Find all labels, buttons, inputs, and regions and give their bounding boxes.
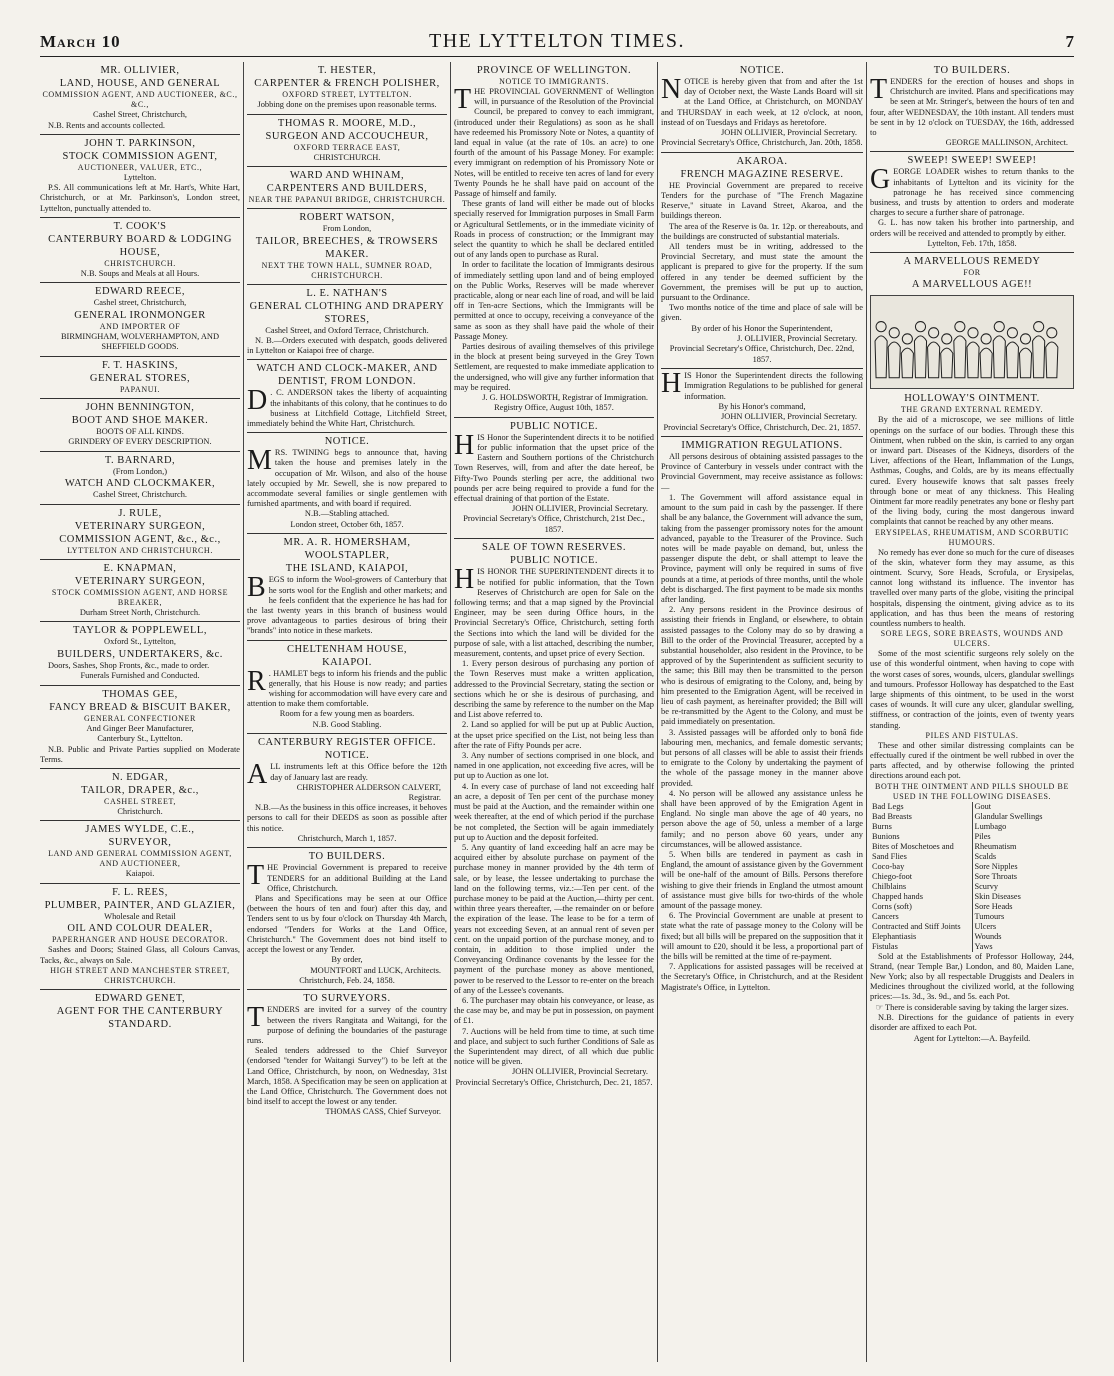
drop-cap: A	[247, 759, 268, 791]
ad-body: HE PROVINCIAL GOVERNMENT of Wellington will, in pursuance of the Resolution of the Provincial Council, be prepared to convey to each immigrant, (introduced under their Regulations) as soon as he shall have redeemed his Promissory Note or Notes, a quantity of land equal in value (at the rate of 10s. an acre) to one fourth of the amount of his Passage Money. For example: every immigrant on redemption of his Promissory Note or Notes, will be entitled to receive ten acres of land for every Twenty Pounds he he shall have paid on account of the Passage of himself and family.	[454, 87, 654, 199]
advertisement	[247, 167, 447, 209]
ad-heading: IMMIGRATION REGULATIONS.	[681, 440, 843, 452]
ad-text: Funerals Furnished and Conducted.	[80, 671, 200, 681]
ad-heading: EDWARD REECE,	[95, 286, 185, 298]
ad-text: By his Honor's command,	[718, 401, 806, 411]
drop-cap: T	[454, 84, 472, 115]
ad-signature: JOHN OLLIVIER, Provincial Secretary.	[721, 412, 857, 422]
ad-text: Provincial Secretary's Office, Christchurch, Dec. 21, 1857.	[455, 1077, 653, 1087]
column-divider	[866, 62, 867, 1362]
disease-item: Bad Breasts	[872, 811, 912, 821]
ad-heading: THOMAS R. MOORE, M.D.,	[277, 117, 417, 129]
ad-text: 4. In every case of purchase of land not exceeding half an acre, a deposit of Ten per cent of the purchase money must be paid at the Auction, and the remainder within one week thereafter, at the end of which period if the purchase be not completed, the Section will be again immediately put up to Auction and the deposit forfeited.	[454, 781, 654, 842]
ad-text: OXFORD STREET, LYTTELTON.	[282, 90, 412, 99]
ad-heading: CHELTENHAM HOUSE,	[286, 643, 408, 655]
ad-heading: TAILOR, BREECHES, & TROWSERS MAKER.	[255, 235, 439, 260]
ad-text: 7. Applications for assisted passages will be received at the Secretary's Office, in Christchurch, and at the Resident Magistrate's Office, in Lyttelton.	[661, 962, 863, 992]
ad-body: ENDERS are invited for a survey of the country between the rivers Rangitata and Waitangi, for the purpose of defining the boundaries of the pasturage runs.	[247, 1005, 447, 1046]
ad-text	[454, 429, 654, 504]
advertisement	[247, 285, 447, 361]
ad-text: COMMISSION AGENT, AND AUCTIONEER, &C., &C.,	[42, 90, 238, 109]
ad-text	[454, 564, 654, 659]
disease-item: Chapped hands	[872, 891, 923, 901]
ad-body: RS. TWINING begs to announce that, having taken the house and premises lately in the occupation of Mr. Wilson, and also of the house lately occupied by Mr. Sewell, she is now prepared to accommodate several families or single gentlemen with furnished apartments, and with board if required.	[247, 448, 447, 509]
ad-heading: PUBLIC NOTICE.	[509, 420, 599, 432]
ad-signature: J. OLLIVIER, Provincial Secretary.	[737, 334, 857, 344]
ad-text: The area of the Reserve is 0a. 1r. 12p. or thereabouts, and the buildings are constructed of substantial materials.	[661, 221, 863, 241]
ad-heading: CARPENTER & FRENCH POLISHER,	[254, 78, 440, 89]
ad-text: FOR	[963, 268, 981, 278]
ad-text: Parties desirous of availing themselves of this privilege in the block at present being surveyed in the Grey Town Settlement, are requested to make immediate application to the undersigned, who will give any further information that may be required.	[454, 342, 654, 392]
ad-heading: GENERAL CLOTHING AND DRAPERY STORES,	[249, 300, 445, 325]
ad-heading: T. HESTER,	[317, 65, 377, 76]
ad-heading: NOTICE.	[324, 436, 370, 448]
column-5	[870, 62, 1074, 1362]
advertisement	[661, 62, 863, 153]
ad-heading: WATCH AND CLOCK-MAKER, AND DENTIST, FROM LONDON.	[256, 363, 438, 388]
advertisement	[247, 360, 447, 433]
ad-heading: PROVINCE OF WELLINGTON.	[476, 65, 632, 76]
ad-heading: T. BARNARD,	[104, 454, 176, 466]
ad-text: LYTTELTON AND CHRISTCHURCH.	[67, 545, 213, 555]
ad-heading: GENERAL STORES,	[89, 372, 191, 384]
ad-heading: JOHN T. PARKINSON,	[84, 137, 196, 149]
ad-text: Sealed tenders addressed to the Chief Surveyor (endorsed "tender for Waitangi Survey") to be left at the Land Office, Christchurch, by noon, on Wednesday, 31st March, 1858. A Specification may be seen on application at the Land Office, Christchurch. The Government does not bind itself to accept the lowest or any tender.	[247, 1046, 447, 1107]
ad-heading: FANCY BREAD & BISCUIT BAKER,	[49, 701, 231, 713]
ad-signature: J. G. HOLDSWORTH, Registrar of Immigration.	[482, 393, 648, 403]
ad-heading: THOMAS GEE,	[102, 688, 178, 700]
ad-signature: CHRISTOPHER ALDERSON CALVERT, Registrar.	[296, 782, 441, 803]
ad-heading: JOHN BENNINGTON,	[85, 401, 195, 413]
ad-heading: TO SURVEYORS.	[303, 993, 391, 1005]
ad-heading: HOLLOWAY'S OINTMENT.	[904, 393, 1040, 405]
ad-text: No remedy has ever done so much for the cure of diseases of the skin, whatever form they may assume, as this ointment. Scurvy, Sore Heads, Scrofula, or Erysipelas, cannot long withstand its influence. The inventor has travelled over many parts of the globe, visiting the principal hospitals, dispensing the ointment, giving advice as to its application, and has thus been the means of restoring countless numbers to health.	[870, 547, 1074, 628]
ad-text	[247, 759, 447, 791]
ad-text: OXFORD TERRACE EAST,	[293, 142, 401, 152]
advertisement	[40, 622, 240, 685]
ad-text: By the aid of a microscope, we see millions of little openings on the surface of our bodies. Through these this Ointment, when rubbed on the skin, is carried to any organ or inward part. Diseases of the Kidneys, disorders of the Liver, affections of the Heart, Inflammation of the Lungs, Asthmas, Coughs, and Colds, are by its means effectually cured. Every housewife knows that salt passes freely through bone or meat of any thickness. This Healing Ointment far more readily penetrates any bone or fleshy part of the living body, curing the most dangerous inward complaints that cannot be reached by any other means.	[870, 415, 1074, 527]
ad-text: Cashel Street, Christchurch,	[93, 110, 187, 119]
ad-text: Room for a few young men as boarders.	[279, 709, 415, 719]
ad-heading: AGENT FOR THE CANTERBURY STANDARD.	[56, 1005, 224, 1030]
ad-body: EGS to inform the Wool-growers of Canterbury that he sorts wool for the English and other markets; and he feels confident that the experience he has had for the last twenty years in this branch of business would prove advantageous to parties desirous of bring their "brands" into notice in these markets.	[247, 575, 447, 636]
ad-text: London street, October 6th, 1857.	[290, 519, 404, 529]
ad-text: (From London,)	[113, 466, 167, 476]
advertisement	[247, 848, 447, 990]
ad-text: N. B.—Orders executed with despatch, goods delivered in Lyttelton or Kaiapoi free of charge.	[247, 336, 447, 356]
disease-item: Skin Diseases	[974, 891, 1021, 901]
column-divider	[657, 62, 658, 1362]
disease-item: Sore Heads	[974, 901, 1013, 911]
ad-text: 3. Assisted passages will be afforded only to bonâ fide labouring men, mechanics, and female domestic servants; but persons of all classes will be able to assist their friends to emigrate to the Colony by undertaking the payment of the whole of the passage money in the manner above provided.	[661, 727, 863, 788]
ad-text: Plans and Specifications may be seen at our Office (between the hours of ten and four) after this day, and Tenders sent to us by four o'clock on Thursday 4th March, endorsed "Tenders for Works at the Land Office, Christchurch." The Government does not bind itself to accept the lowest or any Tender.	[247, 894, 447, 955]
disease-item: Gout	[974, 801, 992, 811]
ad-heading: ROBERT WATSON,	[299, 212, 395, 223]
advertisement	[247, 734, 447, 848]
ad-text: Christchurch.	[117, 806, 163, 816]
advertisement	[40, 62, 240, 135]
ad-text: N.B. Rents and accounts collected.	[48, 120, 165, 130]
ad-text: From London,	[322, 224, 372, 233]
ad-text: Oxford St., Lyttelton,	[104, 637, 176, 647]
ad-text	[247, 860, 447, 894]
ad-heading: TO BUILDERS.	[308, 851, 386, 863]
ad-heading: WARD AND WHINAM,	[289, 170, 405, 181]
advertisement	[661, 153, 863, 370]
drop-cap: H	[454, 564, 475, 596]
advertisement	[454, 418, 654, 540]
columns	[40, 62, 1074, 1362]
ad-heading: CANTERBURY BOARD & LODGING HOUSE,	[48, 233, 232, 258]
ad-text: 1. Every person desirous of purchasing any portion of the Town Reserves must make a written application, addressed to the Provincial Secretary, stating the section or sections which he or she is desirous of purchasing, and describing the same by reference to the number on the Map and List above referred to.	[454, 659, 654, 720]
advertisement	[661, 437, 863, 996]
drop-cap: R	[247, 665, 266, 697]
ad-text	[247, 665, 447, 710]
ad-text: Two months notice of the time and place of sale will be given.	[661, 303, 863, 323]
ad-text: In order to facilitate the location of Immigrants desirous of immediately settling upon land and of being employed on the Public Works, Reserves will be made wherever practicable, along or near each line of road, and will be laid off in Ten-acre Sections, which the Immigrants will be permitted at once to occupy, receiving a conveyance of the same as soon as they shall have paid the whole of their Passage Money.	[454, 260, 654, 341]
advertisement	[454, 539, 654, 1091]
disease-item: Piles	[974, 831, 991, 841]
disease-item: Glandular Swellings	[974, 811, 1043, 821]
ad-text: 7. Auctions will be held from time to time, at such time and place, and subject to such further Conditions of Sale as the Superintendent may direct, of all which due public notice will be given.	[454, 1026, 654, 1067]
advertisement	[40, 821, 240, 884]
ad-text	[661, 74, 863, 128]
ad-text: N.B.—Stabling attached.	[304, 509, 390, 519]
ad-text: Provincial Secretary's Office, Christchurch, 21st Dec., 1857.	[463, 514, 645, 534]
ad-text: Kaiapoi.	[125, 869, 155, 879]
ad-heading: MR. A. R. HOMERSHAM,	[283, 537, 411, 549]
ad-heading: SURVEYOR,	[108, 837, 172, 849]
ad-heading: VETERINARY SURGEON,	[74, 575, 206, 587]
ad-text: Cashel street, Christchurch,	[93, 298, 187, 308]
column-divider	[450, 62, 451, 1362]
ad-text: N.B.—As the business in this office increases, it behoves persons to call for their DEEDS as soon as possible after this notice.	[247, 803, 447, 833]
ad-body: OTICE is hereby given that from and after the 1st day of October next, the Waste Lands Board will sit at the Land Office, at Christchurch, on MONDAY and THURSDAY in each week, at 12 o'clock, at noon, instead of on Tuesdays and Fridays as heretofore.	[661, 77, 863, 127]
disease-item: Cancers	[872, 911, 899, 921]
ad-text: Wholesale and Retail	[104, 911, 176, 921]
ad-body: IS Honor the Superintendent directs it to be notified for public information that the upset price of the Eastern and Southern portions of the Christchurch Town Reserves, will, from and after the date hereof, be Fifty-Two Pounds sterling per acre, the additional two pounds per acre being required to provide a fund for the effectual draining of that portion of the Estate.	[454, 432, 654, 504]
disease-item: Chiego-foot	[872, 871, 913, 881]
ad-text: NEXT THE TOWN HALL, SUMNER ROAD, CHRISTCHURCH.	[261, 260, 433, 280]
drop-cap: N	[661, 74, 682, 105]
ad-text: THE GRAND EXTERNAL REMEDY.	[900, 405, 1044, 415]
page-number: 7	[1065, 32, 1074, 51]
disease-item: Tumours	[974, 911, 1005, 921]
disease-item: Burns	[872, 821, 892, 831]
holloway-engraving-image	[870, 295, 1074, 389]
drop-cap: B	[247, 572, 266, 604]
disease-item: Bad Legs	[872, 801, 904, 811]
ad-heading: CANTERBURY REGISTER OFFICE.	[258, 737, 436, 749]
ad-text: NEAR THE PAPANUI BRIDGE, CHRISTCHURCH.	[248, 195, 446, 204]
ad-text: Sold at the Establishments of Professor Holloway, 244, Strand, (near Temple Bar,) London, and 80, Maiden Lane, New York; also by all respectable Druggists and Dealers in Medicines throughout the civilized world, at the following prices:—1s. 3d., 3s. 9d., and 5s. each Pot.	[870, 951, 1074, 1002]
ad-text: BOOTS OF ALL KINDS.	[96, 426, 184, 436]
ad-text: Some of the most scientific surgeons rely solely on the use of this wonderful ointment, when having to cope with the worst cases of sores, wounds, ulcers, glandular swellings and tumours. Professor Holloway has despatched to the East large shipments of this ointment, to be used in the worst cases of wounds. It will cure any ulcer, glandular swelling, stiffness, or contraction of the joints, even of twenty years standing.	[870, 649, 1074, 730]
ad-body: HE Provincial Government is prepared to receive TENDERS for an additional Building at the Land Office, Christchurch.	[267, 863, 447, 893]
ad-body: ENDERS for the erection of houses and shops in Christchurch are invited. Plans and specifications may be seen at Mr. Stringer's, between the hours of ten and four, after WEDNESDAY, the 10th instant. All tenders must be sent in by 12 o'clock on TUESDAY, the 16th, addressed to	[870, 77, 1074, 138]
ad-body: IS Honor the Superintendent directs the following Immigration Regulations to be published for general information.	[684, 371, 863, 401]
ad-body: . C. ANDERSON takes the liberty of acquainting the inhabitants of this colony, that he continues to do business at Litchfield Cottage, Litchfield Street, immediately behind the White Hart, Christchurch.	[247, 388, 447, 429]
ad-text: Sashes and Doors; Stained Glass, all Colours Canvas, Tacks, &c., always on Sale.	[40, 945, 240, 965]
ad-text: Christchurch, March 1, 1857.	[297, 833, 397, 843]
ad-text: Canterbury St., Lyttelton.	[97, 734, 183, 744]
issue-date: March 10	[40, 32, 121, 51]
ad-text: Provincial Secretary's Office, Christchurch, Jan. 20th, 1858.	[661, 138, 863, 148]
ad-heading: NOTICE.	[739, 65, 785, 76]
column-3	[454, 62, 654, 1362]
ad-text: PILES AND FISTULAS.	[925, 730, 1019, 740]
ad-heading: EDWARD GENET,	[94, 992, 186, 1004]
ad-heading: BOOT AND SHOE MAKER.	[71, 414, 209, 426]
ad-body: IS HONOR THE SUPERINTENDENT directs it to be notified for public information, that the Town Reserves of Christchurch are open for Sale on the following terms; and that a map signed by the Provincial Engineer, may be seen during Office hours, in the Provincial Secretary's Office, Christchurch, setting forth the Sections into which the land will be divided for the purpose of sale, with a list attached, describing the number, measurement, contents, and upset price of every Section.	[454, 567, 654, 659]
ad-text: 2. Land so applied for will be put up at Public Auction, at the upset price specified on the List, not being less than after the rate of Fifty Pounds per acre.	[454, 720, 654, 750]
ad-text: All persons desirous of obtaining assisted passages to the Province of Canterbury in vessels under contract with the Provincial Government, may receive assistance as follows:—	[661, 452, 863, 492]
drop-cap: T	[247, 1002, 265, 1034]
advertisement	[40, 884, 240, 990]
ad-heading: THE ISLAND, KAIAPOI,	[285, 563, 409, 575]
ad-text	[454, 84, 654, 199]
disease-item: Scalds	[974, 851, 997, 861]
drop-cap: H	[661, 368, 682, 400]
ad-text: NOTICE TO IMMIGRANTS.	[499, 77, 609, 86]
disease-item: Chilblains	[872, 881, 907, 891]
disease-item: Rheumatism	[974, 841, 1017, 851]
disease-item: Bites of Moschetoes and Sand Flies	[872, 841, 954, 861]
ad-heading: KAIAPOI.	[322, 656, 372, 668]
ad-heading: GENERAL IRONMONGER	[74, 309, 206, 321]
advertisement	[247, 534, 447, 640]
advertisement	[40, 769, 240, 822]
advertisement	[454, 62, 654, 418]
advertisement	[40, 452, 240, 505]
ad-body: LL instruments left at this Office before the 12th day of January last are ready.	[270, 762, 447, 782]
ad-text: Cashel Street, Christchurch.	[93, 490, 187, 500]
advertisement	[870, 152, 1074, 253]
advertisement	[870, 62, 1074, 152]
ad-text: By order,	[331, 955, 363, 965]
ad-text: 6. The Provincial Government are unable at present to state what the rate of passage money to the Colony will be fixed; but all bills will be prepared on the supposition that it will amount to £20, should it be less, a proportional part of the bills will be remitted at the time of re-payment.	[661, 911, 863, 962]
ad-text	[247, 385, 447, 429]
ad-heading: OIL AND COLOUR DEALER,	[67, 923, 213, 935]
ad-text: PAPERHANGER AND HOUSE DECORATOR.	[51, 935, 229, 945]
ad-text: BIRMINGHAM, WOLVERHAMPTON, AND SHEFFIELD GOODS.	[60, 331, 220, 352]
ad-text: Cashel Street, and Oxford Terrace, Christchurch.	[265, 325, 429, 335]
ad-heading: A MARVELLOUS REMEDY	[903, 256, 1041, 268]
column-divider	[243, 62, 244, 1362]
advertisement	[661, 369, 863, 437]
ad-signature: JOHN OLLIVIER, Provincial Secretary.	[512, 504, 648, 514]
ad-heading: PLUMBER, PAINTER, AND GLAZIER,	[44, 899, 236, 911]
advertisement	[40, 357, 240, 399]
ad-text: 4. No person will be allowed any assistance unless he shall have been approved of by the Emigration Agent in England. No single man above the age of 40 years, no person above the age of 50, unless a member of a large family; and no person above 60 years, under any circumstances, will be allowed assistance.	[661, 788, 863, 849]
ad-heading: TAILOR, DRAPER, &c.,	[81, 784, 199, 796]
ad-heading: NOTICE.	[324, 750, 370, 762]
disease-item: Sore Nipples	[974, 861, 1018, 871]
ad-heading: J. RULE,	[118, 507, 162, 519]
ad-text: CHRISTCHURCH.	[104, 258, 176, 268]
ad-text	[870, 74, 1074, 138]
ad-text: GENERAL CONFECTIONER	[84, 713, 196, 723]
ad-text: 5. Any quantity of land exceeding half an acre may be acquired either by absolute purchase on payment of the purchase money in manner provided by the 4th term of sale, or by lease, the lessee undertaking to purchase the land on the following terms, viz.:—Ten per cent. of the purchase money to be paid at the Auction,—thirty per cent. within three years thereafter, —the remainder on or before the expiration of the lease. The lease to be for a term of years not exceeding Seven, at an annual rent of seven per cent. on the unpaid portion of the purchase money, and to contain, in addition to those implied under the Conveyancing Ordinance covenants by the lessee for the payment of the purchase money as above mentioned, power to be reserved to the Lessor to re-enter on the breach of any of the Lessee's covenants.	[454, 842, 654, 995]
drop-cap: T	[870, 74, 888, 105]
ad-heading: N. EDGAR,	[111, 771, 169, 783]
advertisement	[40, 990, 240, 1034]
ad-heading: SALE OF TOWN RESERVES.	[482, 542, 626, 554]
ad-heading: WATCH AND CLOCKMAKER,	[64, 478, 216, 490]
ad-text: And Ginger Beer Manufacturer,	[86, 723, 194, 733]
ad-text: N.B. Soups and Meals at all Hours.	[80, 268, 200, 278]
ad-text: CASHEL STREET,	[104, 796, 176, 806]
ad-text: These and other similar distressing complaints can be effectually cured if the ointment be well rubbed in over the parts affected, and by otherwise following the printed directions around each pot.	[870, 740, 1074, 781]
column-2	[247, 62, 447, 1362]
drop-cap: D	[247, 385, 268, 417]
ad-text: STOCK COMMISSION AGENT, AND HORSE BREAKER,	[51, 587, 229, 607]
disease-item: Scurvy	[974, 881, 999, 891]
ad-text: Christchurch, Feb. 24, 1858.	[299, 975, 395, 985]
ad-text	[247, 445, 447, 509]
ad-heading: VETERINARY SURGEON, COMMISSION AGENT, &c., &c.,	[59, 520, 221, 545]
disease-item: Ulcers	[974, 921, 997, 931]
ad-heading: L. E. NATHAN'S	[306, 287, 388, 299]
column-4	[661, 62, 863, 1362]
advertisement	[40, 283, 240, 357]
disease-item: Lumbago	[974, 821, 1007, 831]
advertisement	[247, 433, 447, 534]
ad-text: All tenders must be in writing, addressed to the Provincial Secretary, and must state the amount the applicant is prepared to give for the property. If the sum offered in any tender be deemed sufficient by the Government, the premises will be put up to auction, pursuant to the Ordinance.	[661, 241, 863, 302]
advertisement	[247, 990, 447, 1120]
ad-heading: AKAROA.	[736, 155, 788, 167]
ad-text: AND IMPORTER OF	[99, 321, 181, 331]
ad-text: LAND AND GENERAL COMMISSION AGENT, AND AUCTIONEER,	[48, 849, 232, 869]
ad-text: HE Provincial Government are prepared to receive Tenders for the purchase of "The French Magazine Reserve," situate in Lavand Street, Akaroa, and the buildings thereon.	[661, 180, 863, 221]
ad-text: PAPANUI.	[119, 384, 160, 394]
advertisement	[247, 62, 447, 115]
ad-heading: BUILDERS, UNDERTAKERS, &c.	[57, 648, 223, 660]
ad-text: Provincial Secretary's Office, Christchurch, Dec. 22nd, 1857.	[669, 344, 855, 364]
ad-heading: SWEEP! SWEEP! SWEEP!	[907, 155, 1037, 167]
disease-item: Contracted and Stiff Joints	[872, 921, 961, 931]
ad-signature: JOHN OLLIVIER, Provincial Secretary.	[512, 1067, 648, 1077]
ad-signature: THOMAS CASS, Chief Surveyor.	[325, 1107, 441, 1117]
ad-heading: FRENCH MAGAZINE RESERVE.	[680, 168, 844, 180]
ad-heading: E. KNAPMAN,	[103, 562, 177, 574]
ad-signature: JOHN OLLIVIER, Provincial Secretary.	[721, 128, 857, 138]
ad-heading: STOCK COMMISSION AGENT,	[62, 150, 218, 162]
ad-text: ERYSIPELAS, RHEUMATISM, AND SCORBUTIC HUMOURS.	[874, 527, 1069, 547]
drop-cap: H	[454, 429, 475, 461]
ad-text: 2. Any persons resident in the Province desirous of assisting their friends in England, or elsewhere, to obtain assisted passages to the Colony may do so by drawing a Bill to the order of the Provincial Treasurer, accepted by a substantial householder, also resident in the Province, to be approved of by the Superintendent as sufficient security to the same; this Bill may then be transmitted to the person who is desirous of emigrating to the Colony, and, being by him presented to the Emigration Agent, will be received in lieu of cash payment, as hereinafter provided; the Bill will be re-transmitted by the Agent to the Colony, and must be paid immediately on presentation.	[661, 605, 863, 727]
advertisement	[247, 115, 447, 168]
ad-text: GRINDERY OF EVERY DESCRIPTION.	[68, 437, 212, 447]
ad-text	[870, 164, 1074, 218]
disease-item: Wounds	[974, 931, 1002, 941]
ad-text: Agent for Lyttelton:—A. Bayfeild.	[913, 1033, 1031, 1043]
ad-heading: WOOLSTAPLER,	[304, 550, 390, 562]
disease-item: Coco-bay	[872, 861, 905, 871]
ad-signature: GEORGE MALLINSON, Architect.	[945, 138, 1068, 148]
ad-text: Provincial Secretary's Office, Christchurch, Dec. 21, 1857.	[663, 422, 861, 432]
ad-text: P.S. All communications left at Mr. Hart's, White Hart, Christchurch, or at Mr. Parkinson's, London street, Lyttelton, punctually attended to.	[40, 183, 240, 213]
ad-heading: A MARVELLOUS AGE!!	[911, 279, 1033, 291]
ad-body: . HAMLET begs to inform his friends and the public generally, that his House is now ready; and parties wishing for accommodation will have every care and attention to make them comfortable.	[247, 668, 447, 709]
advertisement	[40, 560, 240, 623]
ad-text: G. L. has now taken his brother into partnership, and orders will be received and attended to promptly by either.	[870, 218, 1074, 238]
disease-item: Elephantiasis	[872, 931, 917, 941]
ad-text: SORE LEGS, SORE BREASTS, WOUNDS AND ULCERS.	[880, 629, 1064, 649]
disease-item: Sore Throats	[974, 871, 1017, 881]
ad-text: By order of his Honor the Superintendent,	[691, 323, 833, 333]
newspaper-title: THE LYTTELTON TIMES.	[429, 30, 685, 52]
advertisement	[40, 218, 240, 284]
advertisement	[40, 135, 240, 218]
ad-text: Registry Office, August 10th, 1857.	[494, 403, 614, 413]
ad-heading: F. T. HASKINS,	[101, 359, 179, 371]
ad-text: 5. When bills are tendered in payment as cash in England, the amount of assistance given by the Government will be one-half of the amount of Bills. Persons therefore wishing to give their friends in England the utmost amount of assistance must give bills for two-thirds of the whole amount of the passage money.	[661, 850, 863, 911]
ad-text	[247, 1002, 447, 1046]
ad-text: 6. The purchaser may obtain his conveyance, or lease, as the case may be, and may be put in possession, on payment of £1.	[454, 995, 654, 1026]
ad-text: N.B. Public and Private Parties supplied on Moderate Terms.	[40, 744, 240, 764]
ad-text: Durham Street North, Christchurch.	[79, 607, 201, 617]
masthead	[40, 28, 1074, 57]
advertisement	[40, 399, 240, 452]
ad-text: CHRISTCHURCH.	[313, 152, 381, 162]
advertisement	[40, 686, 240, 769]
ad-text	[661, 368, 863, 402]
ad-text: HIGH STREET AND MANCHESTER STREET, CHRISTCHURCH.	[50, 965, 230, 985]
ad-body: EORGE LOADER wishes to return thanks to the inhabitants of Lyttelton and its vicinity for the patronage he has received since commencing business, and trusts by attention to orders and moderate charges to secure a further share of patronage.	[870, 167, 1074, 218]
ad-heading: TAYLOR & POPPLEWELL,	[73, 625, 207, 637]
disease-item: Fistulas	[872, 941, 898, 951]
ad-text: Doors, Sashes, Shop Fronts, &c., made to order.	[48, 660, 210, 670]
ad-text: N.B. Directions for the guidance of patients in every disorder are affixed to each Pot.	[870, 1013, 1074, 1033]
advertisement	[40, 505, 240, 560]
drop-cap: G	[870, 164, 891, 196]
advertisement	[870, 253, 1074, 1047]
ad-signature: MOUNTFORT and LUCK, Architects.	[310, 965, 441, 975]
ad-text: Lyttelton, Feb. 17th, 1858.	[927, 238, 1017, 248]
ad-text: Jobbing done on the premises upon reasonable terms.	[257, 100, 437, 109]
ad-text: ☞ There is considerable saving by taking the larger sizes.	[875, 1002, 1069, 1012]
ad-text: These grants of land will either be made out of blocks specially reserved for Immigration purposes in Small Farm or Agricultural Settlements, or in the immediate vicinity of Roads in process of construction; or the Immigrant may select the quantity to which he shall be declared entitled out of any lands open to purchase as Rural.	[454, 199, 654, 260]
ad-heading: TO BUILDERS.	[933, 65, 1011, 76]
ad-text: 1. The Government will afford assistance equal in amount to the sum paid in cash by the passenger. If there shall be any balance, the Government will advance the sum, taking from the passenger promissory notes for the amount advanced, payable to the Treasurer of the Province. Such notes will be made payable on demand, but, unless the passenger dispute the debt, or shall attempt to leave the Province, payment will only be required in sums of five pounds at a time, at periods of three months, until the whole debt is discharged. The first payment to be made six months after landing.	[661, 492, 863, 604]
advertisement	[247, 209, 447, 285]
ad-heading: JAMES WYLDE, C.E.,	[85, 824, 195, 836]
disease-item: Corns (soft)	[872, 901, 912, 911]
ad-heading: T. COOK'S	[113, 220, 167, 232]
disease-item: Yaws	[974, 941, 993, 951]
drop-cap: M	[247, 445, 272, 477]
ad-heading: MR. OLLIVIER,	[100, 65, 180, 76]
ad-text: AUCTIONEER, VALUER, ETC.,	[77, 162, 203, 172]
ad-heading: F. L. REES,	[112, 886, 168, 898]
drop-cap: T	[247, 860, 265, 892]
disease-item: Bunions	[872, 831, 900, 841]
column-1	[40, 62, 240, 1362]
diseases-table	[870, 802, 1074, 952]
ad-text	[247, 572, 447, 636]
ad-heading: LAND, HOUSE, AND GENERAL	[59, 78, 221, 89]
ad-text: BOTH THE OINTMENT AND PILLS SHOULD BE USED IN THE FOLLOWING DISEASES.	[875, 781, 1069, 801]
ad-heading: PUBLIC NOTICE.	[509, 555, 599, 567]
advertisement	[247, 641, 447, 735]
ad-text: N.B. Good Stabling.	[312, 719, 382, 729]
ad-text: 3. Any number of sections comprised in one block, and named in one application, not exceeding five acres, will be put up to Auction as one lot.	[454, 751, 654, 781]
ad-text: Lyttelton.	[123, 172, 157, 182]
ad-heading: SURGEON AND ACCOUCHEUR,	[265, 130, 429, 142]
ad-heading: CARPENTERS AND BUILDERS,	[266, 183, 428, 194]
